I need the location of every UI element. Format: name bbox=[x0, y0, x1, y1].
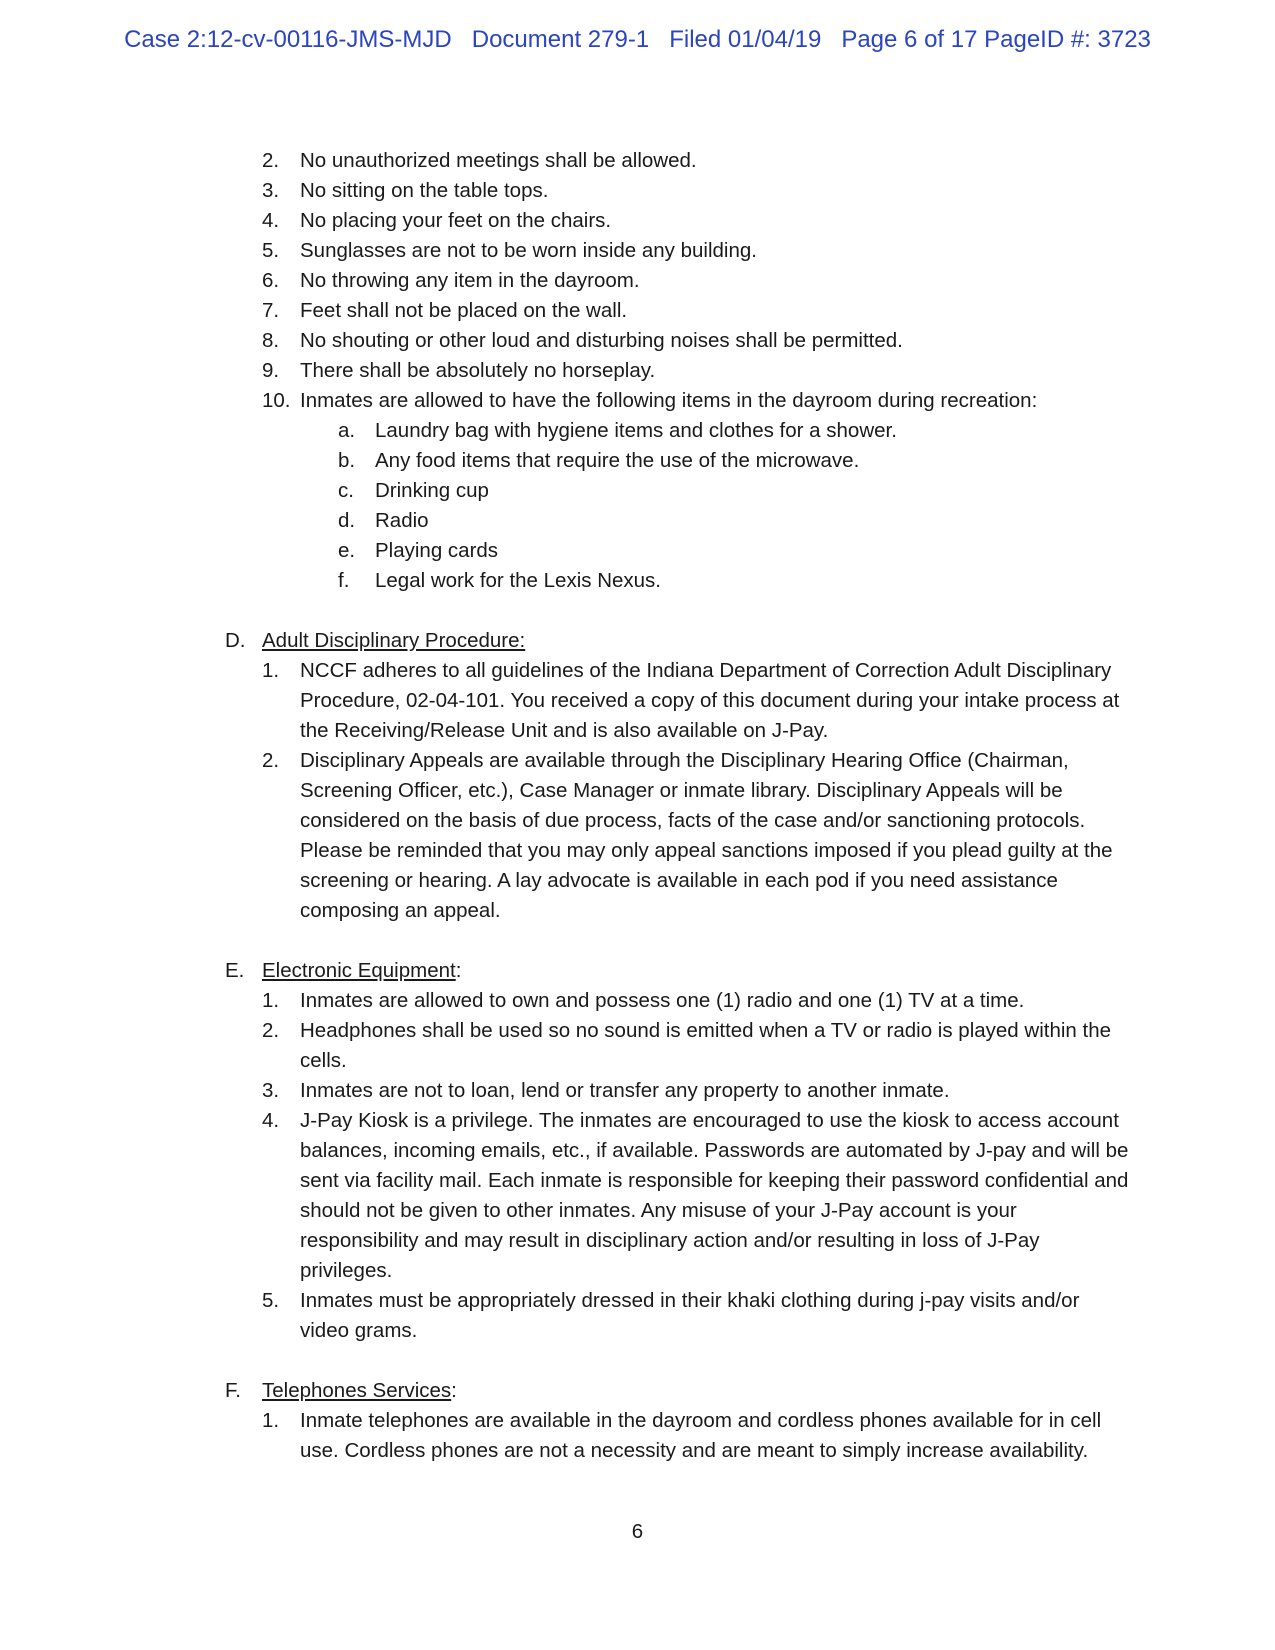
section-d-list bbox=[0, 656, 1275, 926]
sublist-item: d. Radio bbox=[338, 509, 429, 532]
list-item: 6. No throwing any item in the dayroom. bbox=[262, 269, 640, 292]
list-item: 10. Inmates are allowed to have the following items in the dayroom during recreation: bbox=[262, 389, 1038, 412]
list-item: 2. Disciplinary Appeals are available through the Disciplinary Hearing Office (Chairman, Screening Officer, etc.), Case Manager or inmate library. Disciplinary Appeals will be considered on the basis of due process, facts of the case and/or sanctioning protocols. Please be reminded that you may only appeal sanctions imposed if you plead guilty at the screening or hearing. A lay advocate is available in each pod if you need assistance composing an appeal. bbox=[262, 749, 1113, 922]
list-item: 5. Sunglasses are not to be worn inside any building. bbox=[262, 239, 757, 262]
section-e-title: Electronic Equipment bbox=[262, 959, 456, 982]
list-item: 2. No unauthorized meetings shall be allowed. bbox=[262, 149, 697, 172]
list-item: 8. No shouting or other loud and disturbing noises shall be permitted. bbox=[262, 329, 903, 352]
list-item: 3. No sitting on the table tops. bbox=[262, 179, 549, 202]
page-number: 6 bbox=[631, 1520, 644, 1543]
sublist-item: e. Playing cards bbox=[338, 539, 499, 562]
list-item: 2. Headphones shall be used so no sound is emitted when a TV or radio is played within the cells. bbox=[262, 1019, 1112, 1072]
document-number: Document 279-1 bbox=[471, 26, 650, 53]
list-item: 1. NCCF adheres to all guidelines of the Indiana Department of Correction Adult Disciplinary Procedure, 02-04-101. You received a copy of this document during your intake process at the Receiving/Release Unit and is also available on J-Pay. bbox=[262, 659, 1120, 742]
sublist-item: b. Any food items that require the use of the microwave. bbox=[338, 449, 860, 472]
case-number: Case 2:12-cv-00116-JMS-MJD bbox=[124, 26, 452, 53]
court-filing-header bbox=[0, 26, 1275, 54]
section-f-title: Telephones Services bbox=[262, 1379, 452, 1402]
section-d-heading: D. Adult Disciplinary Procedure: bbox=[225, 629, 526, 652]
list-item: 3. Inmates are not to loan, lend or transfer any property to another inmate. bbox=[262, 1079, 950, 1102]
list-item: 4. J-Pay Kiosk is a privilege. The inmates are encouraged to use the kiosk to access account balances, incoming emails, etc., if available. Passwords are automated by J-pay and will be sent via facility mail. Each inmate is responsible for keeping their password confidential and should not be given to other inmates. Any misuse of your J-Pay account is your responsibility and may result in disciplinary action and/or resulting in loss of J-Pay privileges. bbox=[262, 1109, 1129, 1282]
list-item: 7. Feet shall not be placed on the wall. bbox=[262, 299, 628, 322]
list-item: 5. Inmates must be appropriately dressed in their khaki clothing during j-pay visits and/or video grams. bbox=[262, 1289, 1080, 1342]
sublist-item: a. Laundry bag with hygiene items and clothes for a shower. bbox=[338, 419, 897, 442]
sublist-item: c. Drinking cup bbox=[338, 479, 489, 502]
filed-date: Filed 01/04/19 bbox=[669, 26, 822, 53]
list-item: 1. Inmates are allowed to own and possess one (1) radio and one (1) TV at a time. bbox=[262, 989, 1025, 1012]
section-e-heading: E. Electronic Equipment: bbox=[225, 959, 462, 982]
document-body bbox=[0, 146, 1275, 1466]
list-item: 1. Inmate telephones are available in the dayroom and cordless phones available for in cell use. Cordless phones are not a necessity and are meant to simply increase availability. bbox=[262, 1409, 1102, 1462]
section-e-list bbox=[0, 986, 1275, 1346]
page-id: Page 6 of 17 PageID #: 3723 bbox=[841, 26, 1151, 53]
section-f-list bbox=[0, 1406, 1275, 1466]
sublist-item: f. Legal work for the Lexis Nexus. bbox=[338, 569, 661, 592]
dayroom-items-sublist bbox=[0, 416, 1275, 596]
dayroom-rules-list bbox=[0, 146, 1275, 596]
list-item: 9. There shall be absolutely no horseplay. bbox=[262, 359, 656, 382]
list-item: 4. No placing your feet on the chairs. bbox=[262, 209, 612, 232]
section-f-heading: F. Telephones Services: bbox=[225, 1379, 457, 1402]
section-d-title: Adult Disciplinary Procedure: bbox=[262, 629, 526, 652]
